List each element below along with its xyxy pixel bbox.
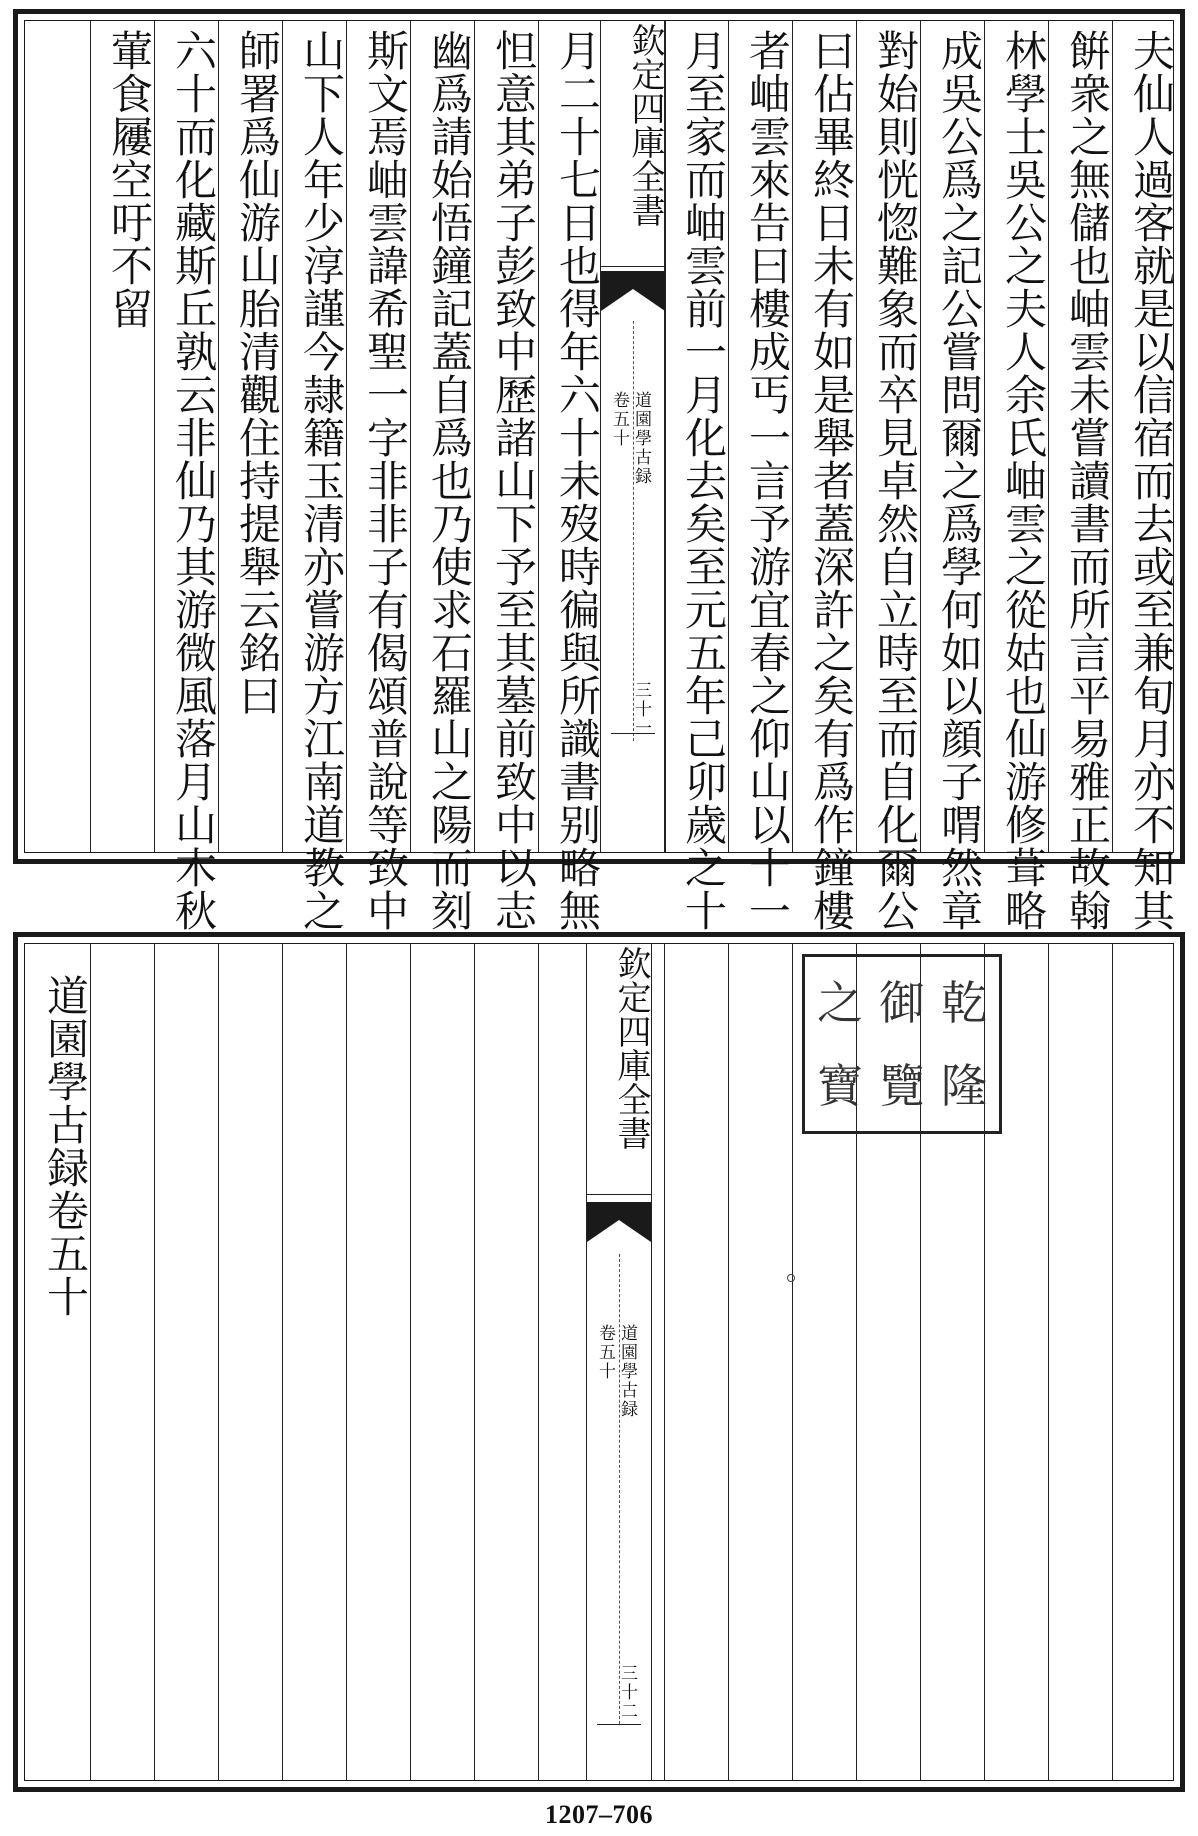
- column-rule: [728, 944, 729, 1780]
- folio-number: 1207–706: [545, 1800, 653, 1829]
- seal-character: 乾: [941, 975, 987, 1030]
- banxin-series-title: 欽定四庫全書: [611, 946, 651, 1150]
- ink-speck: [787, 1274, 795, 1282]
- juan-end-title: 道園學古録卷五十: [41, 974, 90, 1318]
- seal-character: 隆: [941, 1058, 987, 1113]
- banxin-guide-line: [633, 321, 634, 741]
- banxin-bottom-rule: [611, 733, 655, 734]
- text-column: 師署爲仙游山胎清觀住持提舉云銘曰: [233, 29, 282, 717]
- text-column: 對始則恍惚難象而卒見卓然自立時至而自化爾公: [871, 29, 920, 932]
- bottom-leaf: [13, 932, 1185, 1792]
- text-column: 夫仙人過客就是以信宿而去或至兼旬月亦不知其: [1127, 29, 1176, 932]
- title-box-rule: [601, 266, 665, 267]
- banxin-book-title: 道園學古録: [617, 1324, 637, 1419]
- banxin-bottom-rule: [597, 1724, 641, 1725]
- banxin-center-column: [600, 21, 666, 852]
- text-column: 斯文焉岫雲諱希聖一字非非子有偈頌普說等致中: [361, 29, 410, 932]
- column-rule: [282, 944, 283, 1780]
- text-column: 怛意其弟子彭致中歷諸山下予至其墓前致中以志: [489, 29, 538, 932]
- bottom-leaf-frame: [24, 943, 1174, 1781]
- column-rule: [792, 944, 793, 1780]
- banxin-page-number: 三十二: [617, 1664, 637, 1721]
- column-rule: [218, 944, 219, 1780]
- seal-character: 之: [817, 975, 863, 1030]
- text-column: 成吳公爲之記公嘗問爾之爲學何如以顔子喟然章: [935, 29, 984, 932]
- column-rule: [1048, 944, 1049, 1780]
- seal-character: 覽: [879, 1058, 925, 1113]
- banxin-juan: 卷五十: [609, 391, 629, 448]
- fish-tail-mark: [601, 271, 665, 311]
- banxin-series-title: 欽定四庫全書: [625, 23, 665, 227]
- column-rule: [154, 944, 155, 1780]
- banxin-book-title: 道園學古録: [631, 391, 651, 486]
- seal-character: 御: [879, 975, 925, 1030]
- title-box-rule: [587, 1194, 651, 1195]
- column-rule: [90, 21, 91, 852]
- column-rule: [664, 944, 665, 1780]
- text-column: 林學士吳公之夫人余氏岫雲之從姑也仙游修葺略: [999, 29, 1048, 932]
- column-rule: [410, 944, 411, 1780]
- banxin-page-number: 三十一: [631, 681, 651, 738]
- banxin-juan: 卷五十: [595, 1324, 615, 1381]
- column-rule: [538, 944, 539, 1780]
- seal-character: 寶: [817, 1058, 863, 1113]
- text-column: 月至家而岫雲前一月化去矣至元五年己卯歲之十: [679, 29, 728, 932]
- fish-tail-mark: [587, 1202, 651, 1242]
- text-column: 曰佔畢終日未有如是舉者蓋深許之矣有爲作鐘樓: [807, 29, 856, 932]
- column-rule: [1112, 944, 1113, 1780]
- text-column: 山下人年少淳謹今隷籍玉清亦嘗游方江南道教之: [297, 29, 346, 932]
- banxin-center-column: [586, 944, 652, 1780]
- text-column: 幽爲請始悟鐘記蓋自爲也乃使求石羅山之陽而刻: [425, 29, 474, 932]
- text-column: 葷食屨空吁不留: [105, 29, 154, 330]
- text-column: 月二十七日也得年六十未歿時徧與所識書别略無: [553, 29, 602, 932]
- top-leaf-frame: [24, 20, 1176, 932]
- top-leaf: [13, 9, 1185, 932]
- column-rule: [346, 944, 347, 1780]
- text-column: 六十而化藏斯丘孰云非仙乃其游微風落月山木秋: [169, 29, 218, 932]
- column-rule: [474, 944, 475, 1780]
- text-column: 餠衆之無儲也岫雲未嘗讀書而所言平易雅正故翰: [1063, 29, 1112, 932]
- text-column: 者岫雲來告曰樓成丐一言予游宜春之仰山以十一: [743, 29, 792, 932]
- imperial-seal: [802, 954, 1002, 1134]
